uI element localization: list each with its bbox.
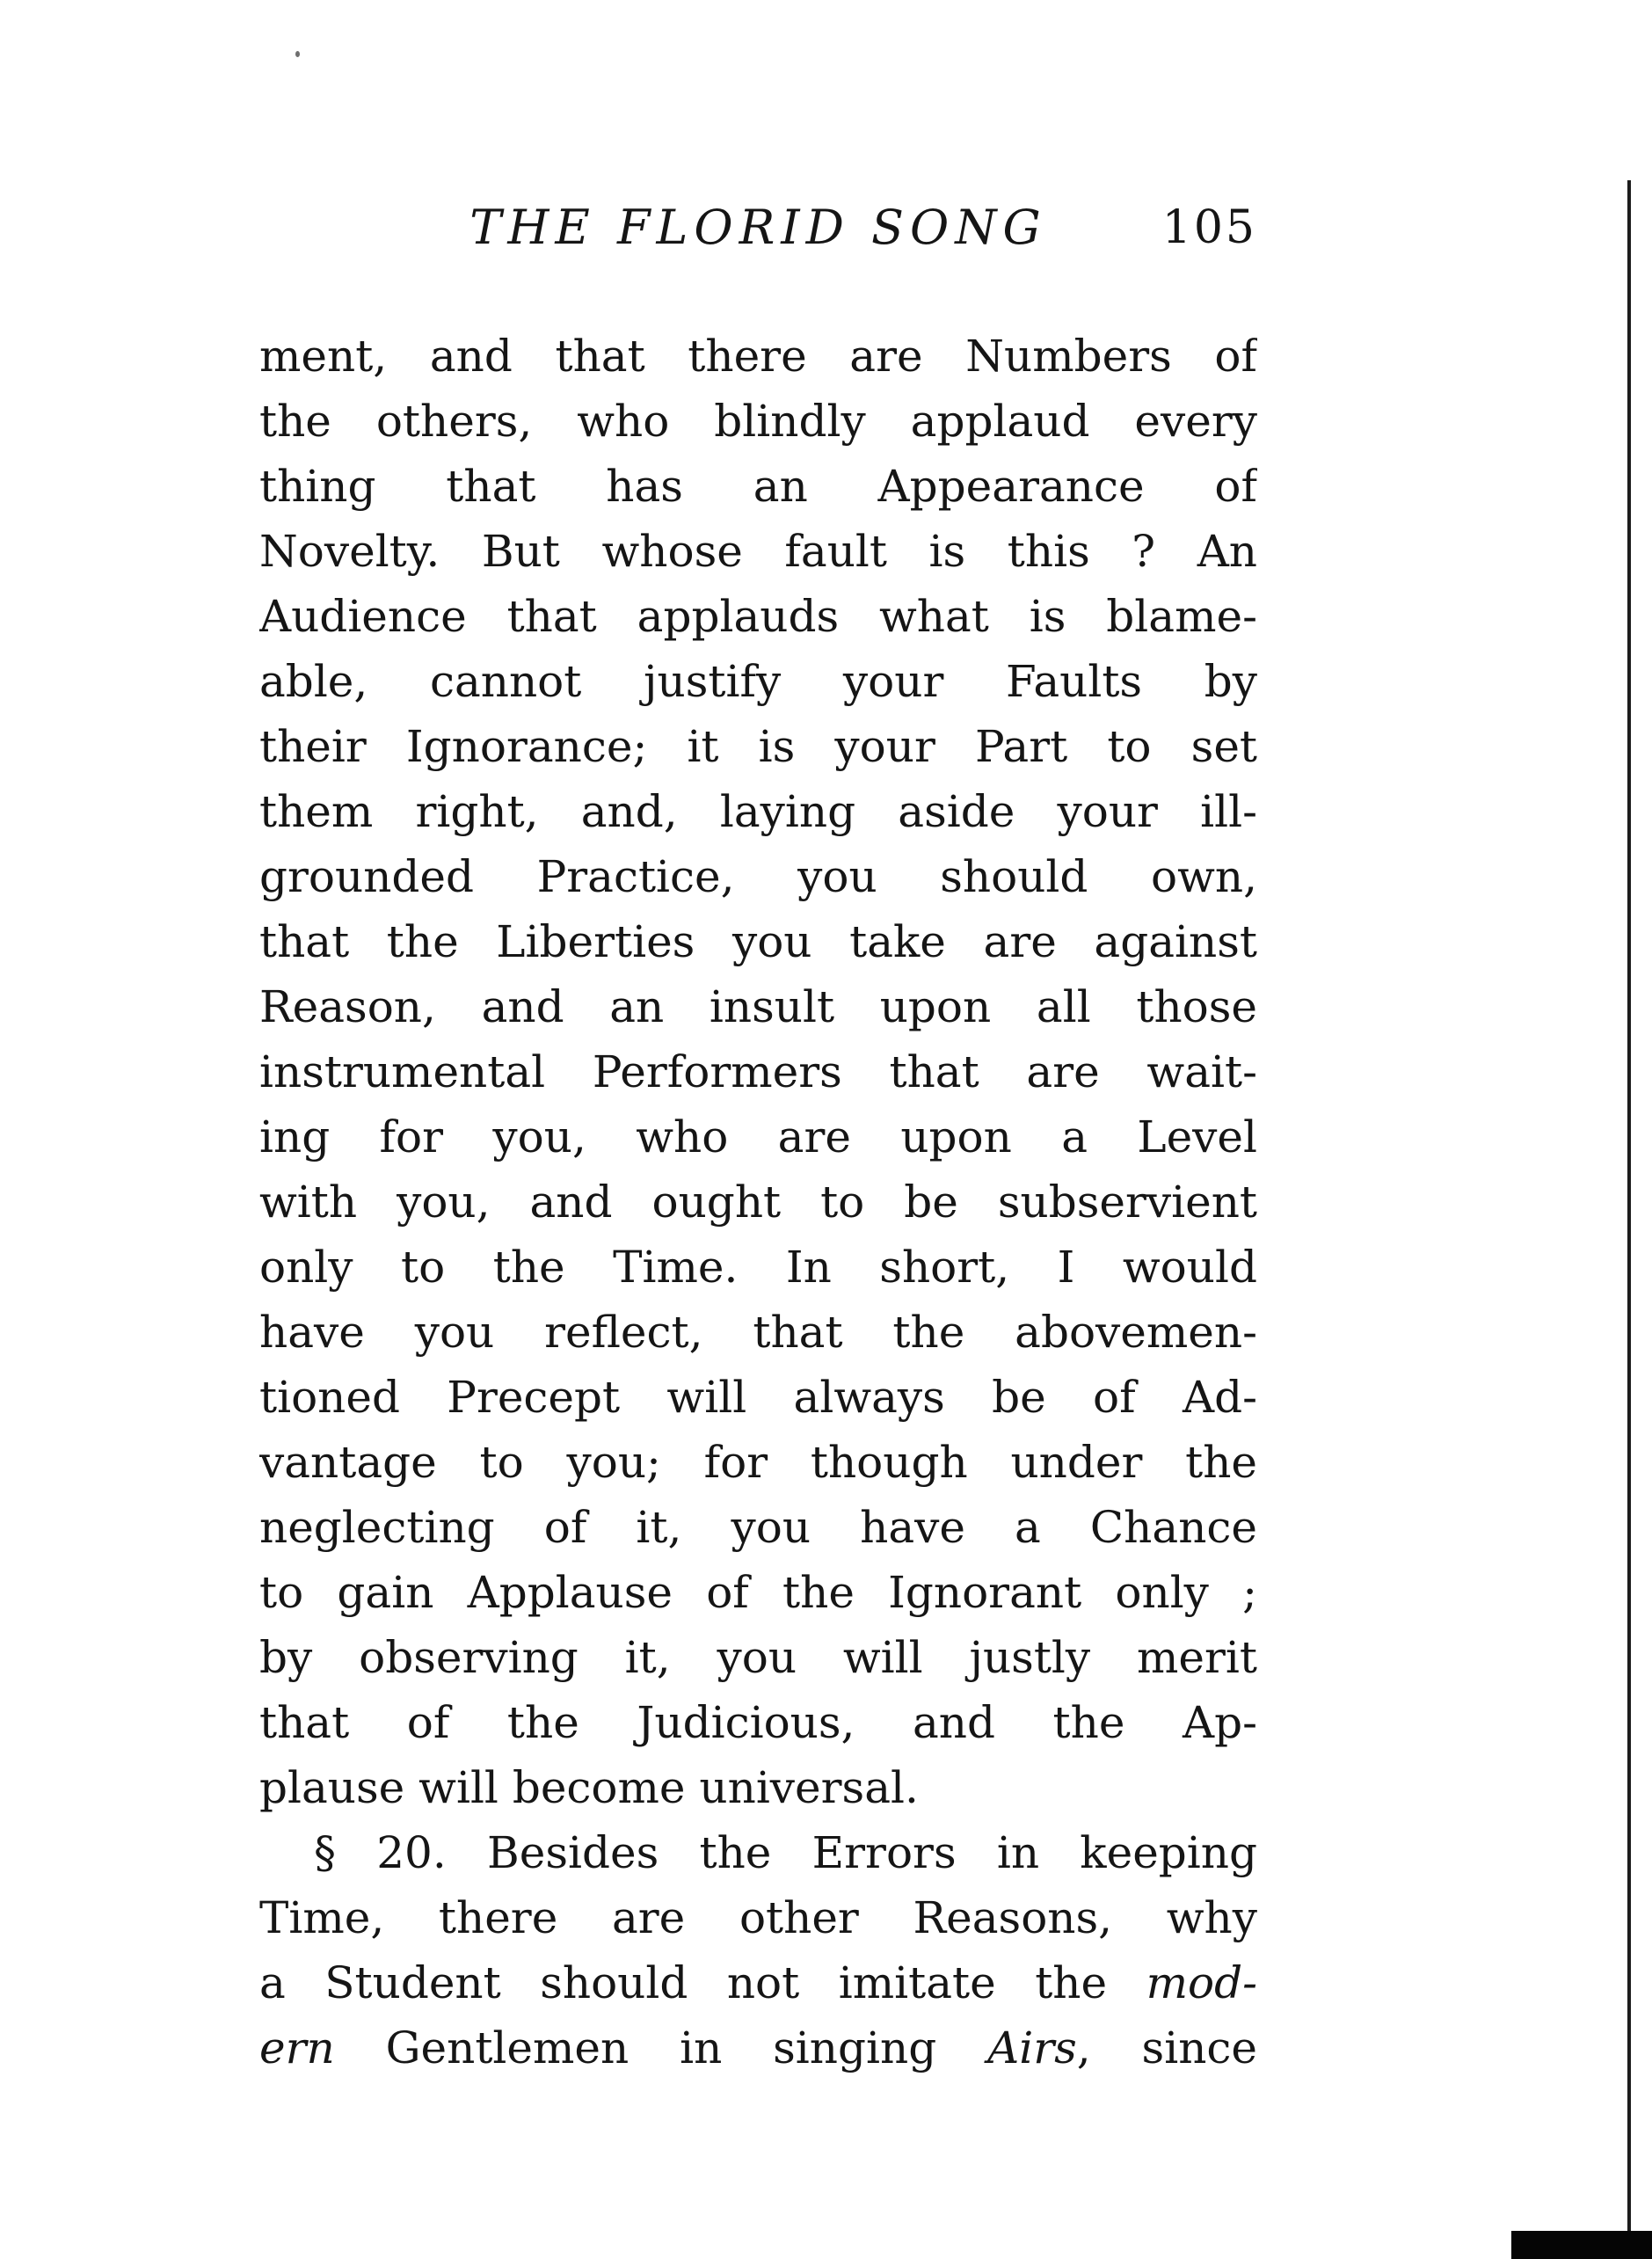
italic-text-segment: mod-: [1146, 1957, 1257, 2008]
text-line: [259, 454, 1257, 519]
italic-text-segment: Airs: [987, 2022, 1077, 2073]
text-segment: thing that has an Appearance of: [259, 461, 1257, 512]
text-line: [259, 1625, 1257, 1690]
text-line: [259, 1755, 1257, 1820]
text-segment: Gentlemen in singing: [334, 2022, 988, 2073]
text-segment: ing for you, who are upon a Level: [259, 1111, 1257, 1162]
text-segment: Novelty. But whose fault is this ? An: [259, 526, 1257, 577]
text-line: [259, 1950, 1257, 2015]
text-line: [259, 1104, 1257, 1170]
text-line: [259, 1300, 1257, 1365]
text-line: [259, 1820, 1257, 1885]
text-segment: vantage to you; for though under the: [259, 1437, 1257, 1488]
text-segment: by observing it, you will justly merit: [259, 1632, 1257, 1683]
text-line: [259, 1430, 1257, 1495]
italic-text-segment: ern: [259, 2022, 335, 2073]
text-line: [259, 649, 1257, 714]
text-line: [259, 1235, 1257, 1300]
scan-corner-mark: [1511, 2231, 1652, 2259]
body-text: [259, 324, 1257, 2080]
text-line: [259, 1560, 1257, 1625]
text-segment: that of the Judicious, and the Ap-: [259, 1697, 1257, 1748]
text-line: [259, 844, 1257, 909]
text-segment: the others, who blindly applaud every: [259, 396, 1257, 447]
text-segment: only to the Time. In short, I would: [259, 1242, 1257, 1293]
text-segment: tioned Precept will always be of Ad-: [259, 1372, 1257, 1423]
text-line: [259, 1690, 1257, 1755]
text-line: [259, 974, 1257, 1039]
text-line: [259, 714, 1257, 779]
text-line: [259, 779, 1257, 844]
text-line: [259, 389, 1257, 454]
text-line: [259, 584, 1257, 649]
text-segment: to gain Applause of the Ignorant only ;: [259, 1567, 1257, 1618]
text-line: [259, 2015, 1257, 2080]
page-number: 105: [1161, 201, 1257, 254]
page-content: [259, 200, 1257, 2080]
text-segment: with you, and ought to be subservient: [259, 1177, 1257, 1228]
text-segment: neglecting of it, you have a Chance: [259, 1502, 1257, 1553]
text-segment: their Ignorance; it is your Part to set: [259, 721, 1257, 772]
text-line: [259, 1365, 1257, 1430]
text-segment: , since: [1076, 2022, 1257, 2073]
text-segment: that the Liberties you take are against: [259, 916, 1257, 967]
scan-artifact-dot: [295, 51, 300, 57]
text-line: [259, 1495, 1257, 1560]
page-edge-line: [1627, 180, 1631, 2259]
text-line: [259, 1885, 1257, 1950]
text-segment: Reason, and an insult upon all those: [259, 981, 1257, 1032]
text-segment: plause will become universal.: [259, 1762, 919, 1813]
text-segment: a Student should not imitate the: [259, 1957, 1146, 2008]
text-segment: ment, and that there are Numbers of: [259, 331, 1257, 382]
text-segment: Time, there are other Reasons, why: [259, 1892, 1257, 1943]
page-title: THE FLORID SONG: [469, 200, 1047, 255]
text-line: [259, 1039, 1257, 1104]
text-line: [259, 909, 1257, 974]
running-header: [259, 200, 1257, 255]
text-line: [259, 324, 1257, 389]
text-segment: have you reflect, that the abovemen-: [259, 1307, 1257, 1358]
text-segment: able, cannot justify your Faults by: [259, 656, 1257, 707]
text-line: [259, 519, 1257, 584]
text-segment: grounded Practice, you should own,: [259, 851, 1257, 902]
text-segment: Audience that applauds what is blame-: [259, 591, 1257, 642]
text-segment: them right, and, laying aside your ill-: [259, 786, 1257, 837]
text-segment: instrumental Performers that are wait-: [259, 1046, 1257, 1097]
text-segment: § 20. Besides the Errors in keeping: [314, 1827, 1257, 1878]
text-line: [259, 1170, 1257, 1235]
